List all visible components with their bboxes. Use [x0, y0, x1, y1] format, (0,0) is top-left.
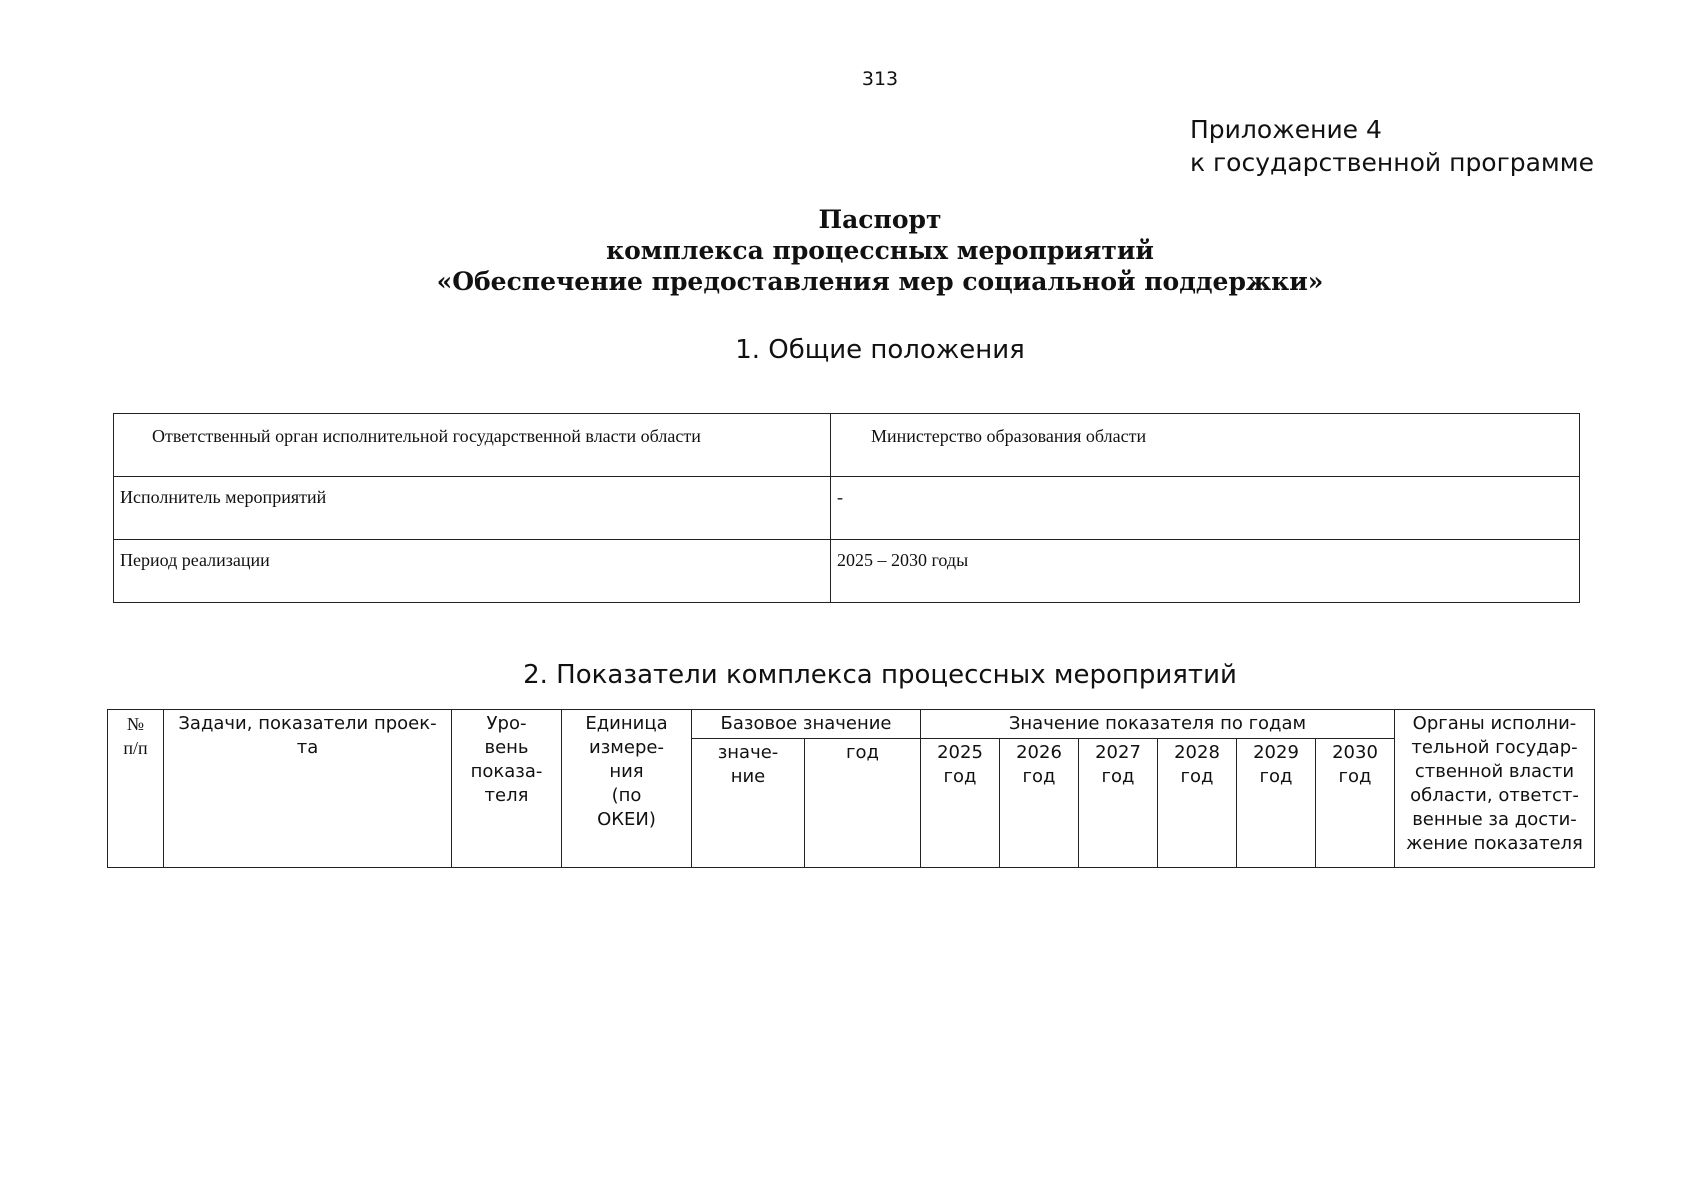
- header-row-top: [108, 710, 1595, 739]
- col-year-2029-header: 2029 год: [1237, 739, 1316, 868]
- col-year-2026-header: 2026 год: [1000, 739, 1079, 868]
- col-tasks-header: Задачи, показатели проек- та: [164, 710, 452, 868]
- col-num-header: № п/п: [108, 710, 164, 868]
- table-row: [114, 477, 1580, 540]
- col-authorities-header: Органы исполни- тельной государ- ственной власти области, ответст- венные за дости- жение показателя: [1395, 710, 1595, 868]
- row-value: 2025 – 2030 годы: [831, 540, 1580, 603]
- col-base-value-header: значе- ние: [692, 739, 805, 868]
- section-2-heading: 2. Показатели комплекса процессных мероприятий: [523, 660, 1237, 690]
- row-value: Министерство образования области: [831, 414, 1580, 477]
- document-title: [0, 204, 1697, 297]
- table-row: [114, 414, 1580, 477]
- row-label: Период реализации: [114, 540, 831, 603]
- indicators-table: [107, 709, 1595, 868]
- page-number: 313: [861, 68, 899, 90]
- col-base-header: Базовое значение: [692, 710, 921, 739]
- table-row: [114, 540, 1580, 603]
- col-level-header: Уро- вень показа- теля: [452, 710, 562, 868]
- title-line-1: Паспорт: [818, 205, 942, 234]
- col-by-years-header: Значение показателя по годам: [921, 710, 1395, 739]
- col-base-year-header: год: [805, 739, 921, 868]
- col-year-2027-header: 2027 год: [1079, 739, 1158, 868]
- title-line-2: комплекса процессных мероприятий: [606, 236, 1154, 265]
- section-1-heading: 1. Общие положения: [735, 335, 1025, 365]
- row-value: -: [831, 477, 1580, 540]
- col-year-2028-header: 2028 год: [1158, 739, 1237, 868]
- col-year-2025-header: 2025 год: [921, 739, 1000, 868]
- appendix-line-1: Приложение 4: [1190, 115, 1382, 144]
- row-label: Ответственный орган исполнительной государственной власти области: [114, 414, 831, 477]
- col-year-2030-header: 2030 год: [1316, 739, 1395, 868]
- col-unit-header: Единица измере- ния (по ОКЕИ): [562, 710, 692, 868]
- appendix-line-2: к государственной программе: [1190, 148, 1595, 177]
- row-label: Исполнитель мероприятий: [114, 477, 831, 540]
- general-provisions-table: [113, 413, 1580, 603]
- title-line-3: «Обеспечение предоставления мер социальной поддержки»: [436, 267, 1324, 296]
- appendix-note: [1190, 113, 1594, 179]
